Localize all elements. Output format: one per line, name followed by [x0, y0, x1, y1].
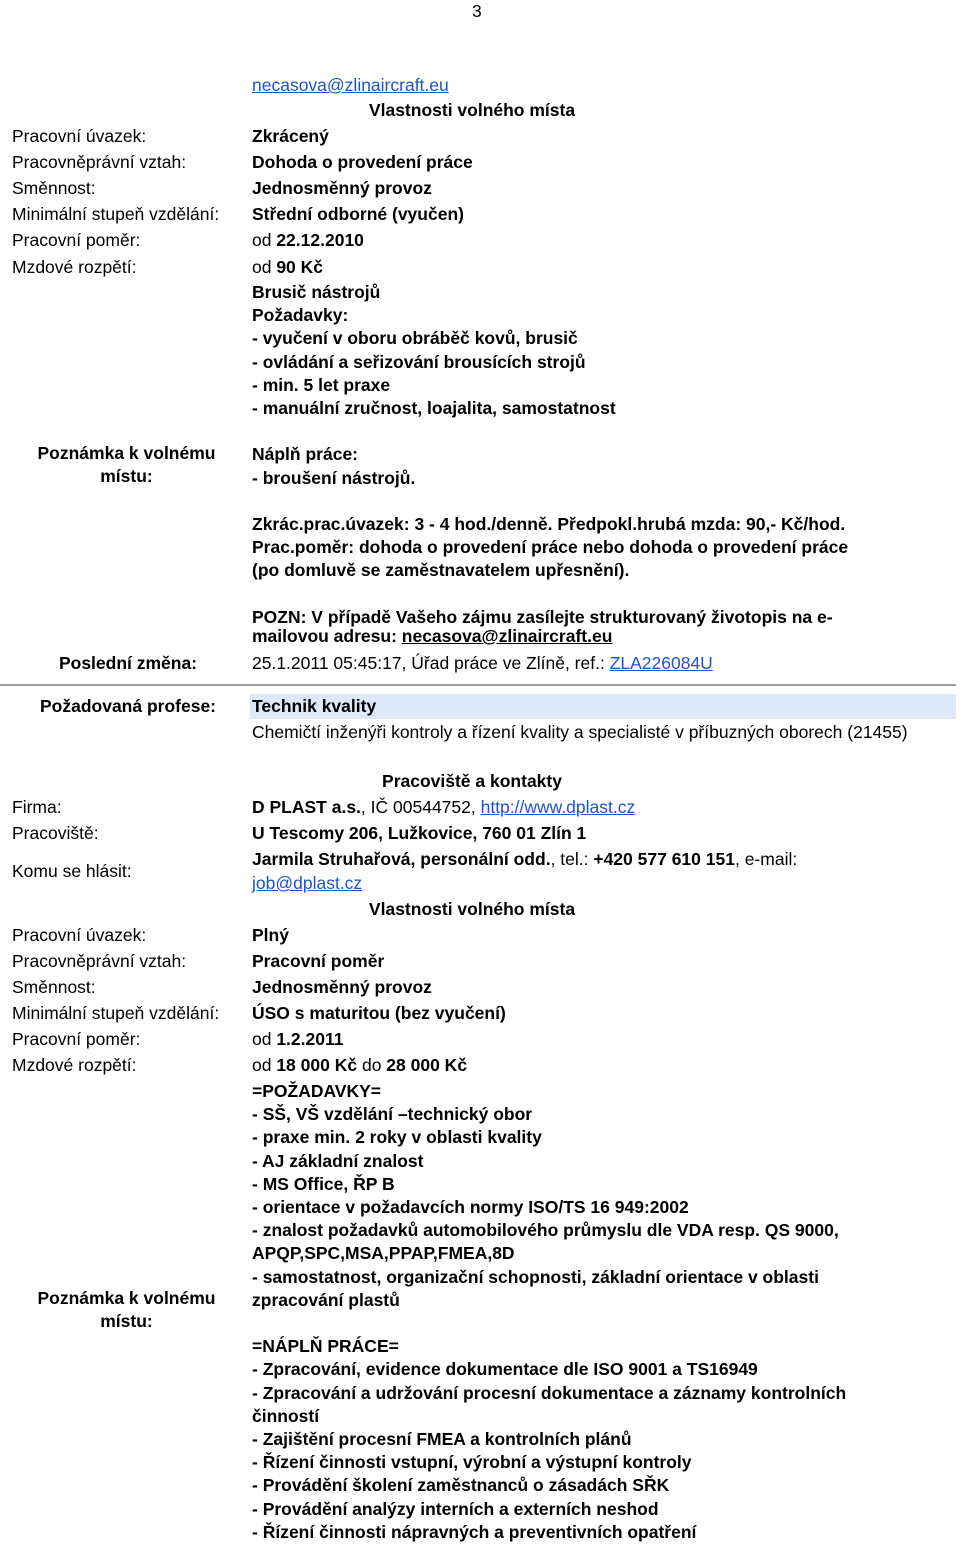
note2-line: [252, 1312, 952, 1335]
value-mzda: od 90 Kč: [252, 257, 324, 277]
note2-line: =POŽADAVKY=: [252, 1081, 382, 1101]
note-line: Prac.poměr: dohoda o provedení práce nebo dohoda o provedení práce: [252, 537, 849, 558]
note-line: [252, 490, 952, 513]
note-line: [252, 583, 952, 606]
value-vzdelani: Střední odborné (vyučen): [252, 204, 464, 224]
label-pomer-2: Pracovní poměr:: [12, 1029, 141, 1049]
note-line: Požadavky:: [252, 305, 349, 326]
note2-line: APQP,SPC,MSA,PPAP,FMEA,8D: [252, 1243, 515, 1264]
firma-url-link[interactable]: http://www.dplast.cz: [480, 797, 636, 817]
value-mzda-2: od 18 000 Kč do 28 000 Kč: [252, 1055, 468, 1075]
value-vzdelani-2: ÚSO s maturitou (bez vyučení): [252, 1003, 506, 1023]
value-firma: D PLAST a.s., IČ 00544752, http://www.dplast.cz: [252, 797, 636, 817]
note2-line: - Provádění školení zaměstnanců o zásadách SŘK: [252, 1475, 670, 1496]
note-line: [252, 420, 952, 443]
section-title-kontakty: Pracoviště a kontakty: [382, 771, 562, 791]
section-title-vlastnosti-2: Vlastnosti volného místa: [368, 899, 576, 919]
note2-line: - Zajištění procesní FMEA a kontrolních plánů: [252, 1429, 632, 1450]
note-line: - broušení nástrojů.: [252, 467, 416, 488]
value-smennost: Jednosměnný provoz: [252, 178, 432, 198]
section-title-vlastnosti: Vlastnosti volného místa: [368, 100, 576, 120]
label-uvazek-2: Pracovní úvazek:: [12, 925, 147, 945]
note-line: Brusič nástrojů: [252, 282, 381, 302]
note2-line: - MS Office, ŘP B: [252, 1173, 395, 1194]
note-line: Zkrác.prac.úvazek: 3 - 4 hod./denně. Předpokl.hrubá mzda: 90,- Kč/hod.: [252, 514, 846, 534]
label-vztah-2: Pracovněprávní vztah:: [12, 951, 187, 971]
page-number: 3: [472, 1, 482, 21]
note2-line: - praxe min. 2 roky v oblasti kvality: [252, 1127, 542, 1148]
note2-line: =NÁPLŇ PRÁCE=: [252, 1336, 399, 1357]
note2-line: - SŠ, VŠ vzdělání –technický obor: [252, 1104, 533, 1125]
value-komu: Jarmila Struhařová, personální odd., tel.: +420 577 610 151, e-mail:: [252, 849, 798, 869]
note-email-line: mailovou adresu: necasova@zlinaircraft.eu: [252, 626, 613, 646]
note-line: - vyučení v oboru obráběč kovů, brusič: [252, 328, 578, 349]
label-pracoviste: Pracoviště:: [12, 823, 99, 843]
label-pomer: Pracovní poměr:: [12, 230, 141, 250]
value-posledni-zmena: 25.1.2011 05:45:17, Úřad práce ve Zlíně, ref.: ZLA226084U: [252, 653, 713, 673]
label-komu: Komu se hlásit:: [12, 861, 132, 881]
note-line: - manuální zručnost, loajalita, samostatnost: [252, 398, 616, 419]
label-posledni-zmena: Poslední změna:: [58, 653, 198, 673]
note-block-2: [252, 1080, 952, 1544]
note2-line: - Řízení činnosti vstupní, výrobní a výstupní kontroly: [252, 1452, 692, 1473]
note-email-link[interactable]: necasova@zlinaircraft.eu: [401, 626, 613, 646]
note2-line: - Řízení činnosti nápravných a preventivních opatření: [252, 1521, 697, 1542]
label-mzda-2: Mzdové rozpětí:: [12, 1055, 137, 1075]
note-line: - min. 5 let praxe: [252, 374, 391, 395]
separator: [0, 684, 956, 686]
value-vztah-2: Pracovní poměr: [252, 951, 385, 971]
top-email-link[interactable]: necasova@zlinaircraft.eu: [252, 75, 449, 95]
note-line: POZN: V případě Vašeho zájmu zasílejte strukturovaný životopis na e-: [252, 606, 833, 627]
value-profese: Technik kvality: [252, 696, 377, 716]
note2-line: - Zpracování, evidence dokumentace dle ISO 9001 a TS16949: [252, 1359, 758, 1380]
value-pomer: od 22.12.2010: [252, 230, 364, 250]
note2-line: - orientace v požadavcích normy ISO/TS 16 949:2002: [252, 1197, 689, 1218]
label-vzdelani-2: Minimální stupeň vzdělání:: [12, 1003, 220, 1023]
label-smennost-2: Směnnost:: [12, 977, 96, 997]
ref-link[interactable]: ZLA226084U: [609, 653, 713, 673]
note2-line: zpracování plastů: [252, 1289, 400, 1310]
note2-line: - AJ základní znalost: [252, 1150, 424, 1171]
note2-line: - samostatnost, organizační schopnosti, základní orientace v oblasti: [252, 1266, 819, 1287]
value-smennost-2: Jednosměnný provoz: [252, 977, 432, 997]
note2-line: - znalost požadavků automobilového průmyslu dle VDA resp. QS 9000,: [252, 1220, 839, 1241]
profese-description: Chemičtí inženýři kontroly a řízení kvality a specialisté v příbuzných oborech (21455): [252, 722, 908, 742]
label-vztah: Pracovněprávní vztah:: [12, 152, 187, 172]
value-uvazek-2: Plný: [252, 925, 289, 945]
note-block: [252, 281, 952, 629]
label-poznamka: Poznámka k volnému místu:: [37, 443, 216, 486]
note2-line: činností: [252, 1405, 320, 1426]
label-poznamka-2: Poznámka k volnému místu:: [37, 1288, 216, 1331]
komu-email-link[interactable]: job@dplast.cz: [252, 873, 363, 893]
value-pomer-2: od 1.2.2011: [252, 1029, 344, 1049]
label-smennost: Směnnost:: [12, 178, 96, 198]
note2-line: - Provádění analýzy interních a externích neshod: [252, 1498, 659, 1519]
label-mzda: Mzdové rozpětí:: [12, 257, 137, 277]
label-vzdelani: Minimální stupeň vzdělání:: [12, 204, 220, 224]
value-vztah: Dohoda o provedení práce: [252, 152, 473, 172]
note2-line: - Zpracování a udržování procesní dokumentace a záznamy kontrolních: [252, 1382, 847, 1403]
label-uvazek: Pracovní úvazek:: [12, 126, 147, 146]
label-firma: Firma:: [12, 797, 62, 817]
note-line: Náplň práce:: [252, 444, 358, 465]
note-line: (po domluvě se zaměstnavatelem upřesnění).: [252, 560, 630, 581]
value-pracoviste: U Tescomy 206, Lužkovice, 760 01 Zlín 1: [252, 823, 587, 843]
note-line: - ovládání a seřizování brousících strojů: [252, 351, 586, 372]
value-uvazek: Zkrácený: [252, 126, 329, 146]
label-profese: Požadovaná profese:: [39, 696, 217, 716]
